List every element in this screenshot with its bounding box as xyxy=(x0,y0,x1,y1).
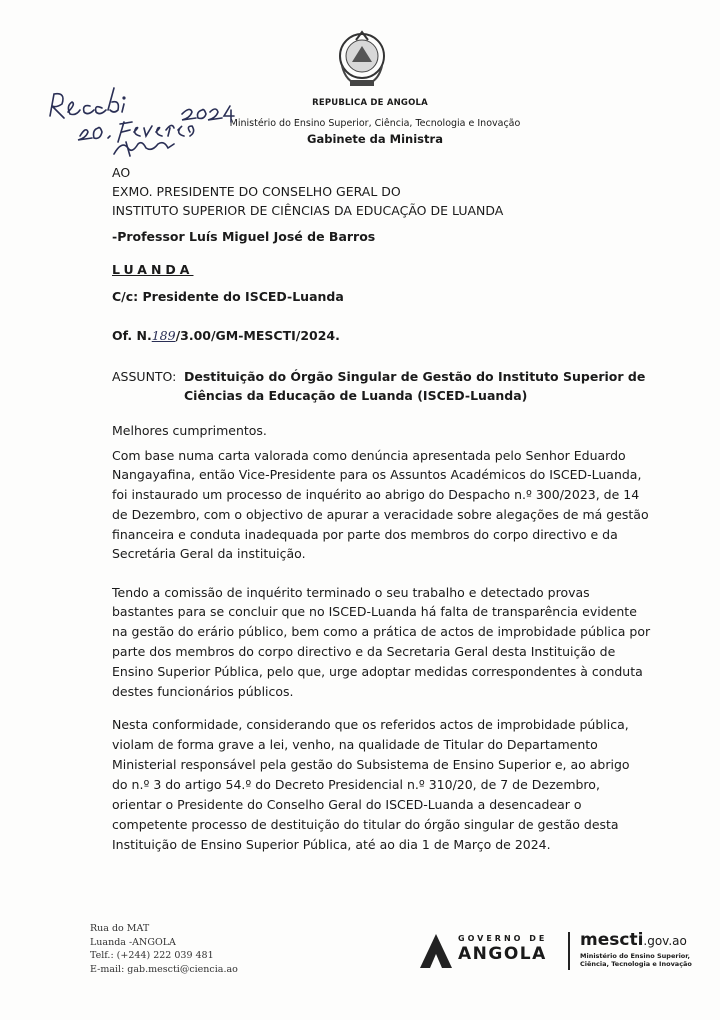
angola-triangle-icon xyxy=(418,930,454,970)
recipient-to: AO xyxy=(112,165,131,180)
mescti-domain: .gov.ao xyxy=(643,934,687,948)
recipient-line-1: EXMO. PRESIDENTE DO CONSELHO GERAL DO xyxy=(112,184,401,199)
reference-prefix: Of. N. xyxy=(112,328,152,343)
paragraph-line: na gestão do erário público, bem como a prática de actos de improbidade pública por xyxy=(112,624,651,639)
mescti-subtitle xyxy=(580,952,692,968)
cabinet-name: Gabinete da Ministra xyxy=(307,132,443,146)
paragraph-line: Nangayafina, então Vice-Presidente para os Assuntos Académicos do ISCED-Luanda, xyxy=(112,467,642,482)
address-city: Luanda -ANGOLA xyxy=(90,936,176,948)
paragraph-line: de Dezembro, com o objectivo de apurar a veracidade sobre alegações de má gestão xyxy=(112,507,649,522)
ministry-name: Ministério do Ensino Superior, Ciência, Tecnologia e Inovação xyxy=(229,118,521,129)
paragraph-line: Instituição de Ensino Superior Pública, até ao dia 1 de Março de 2024. xyxy=(112,837,551,852)
recipient-city: LUANDA xyxy=(112,262,194,277)
mescti-logo xyxy=(580,930,687,950)
paragraph-line: Ministerial responsável pela gestão do Subsistema de Ensino Superior e, ao abrigo xyxy=(112,757,630,772)
paragraph-line: Com base numa carta valorada como denúncia apresentada pelo Senhor Eduardo xyxy=(112,448,626,463)
gov-top-text: GOVERNO DE xyxy=(458,934,548,943)
paragraph-line: competente processo de destituição do titular do órgão singular de gestão desta xyxy=(112,817,619,832)
republic-title: REPUBLICA DE ANGOLA xyxy=(312,98,428,108)
paragraph-line: Tendo a comissão de inquérito terminado o seu trabalho e detectado provas xyxy=(112,585,590,600)
footer-address xyxy=(90,922,238,976)
paragraph-line: parte dos membros do corpo directivo e da Secretaria Geral desta Instituição de xyxy=(112,644,616,659)
paragraph-line: violam de forma grave a lei, venho, na qualidade de Titular do Departamento xyxy=(112,737,598,752)
subject-line-1: Destituição do Órgão Singular de Gestão do Instituto Superior de xyxy=(184,369,646,384)
subject-label: ASSUNTO: xyxy=(112,369,177,384)
paragraph-line: Ensino Superior Pública, pelo que, urge adoptar medidas correspondentes à conduta xyxy=(112,664,643,679)
paragraph-line: orientar o Presidente do Conselho Geral do ISCED-Luanda a desencadear o xyxy=(112,797,582,812)
handwritten-receipt-note xyxy=(42,78,242,158)
logo-divider xyxy=(568,932,570,970)
recipient-name: -Professor Luís Miguel José de Barros xyxy=(112,229,376,244)
paragraph-line: do n.º 3 do artigo 54.º do Decreto Presidencial n.º 310/20, de 7 de Dezembro, xyxy=(112,777,600,792)
paragraph-line: financeira e conduta inadequada por parte dos membros do corpo directivo e da xyxy=(112,527,618,542)
address-street: Rua do MAT xyxy=(90,923,150,934)
mescti-word: mescti xyxy=(580,930,644,950)
reference-suffix: /3.00/GM-MESCTI/2024. xyxy=(175,328,340,343)
angola-coat-of-arms-icon xyxy=(336,26,388,94)
paragraph-line: foi instaurado um processo de inquérito ao abrigo do Despacho n.º 300/2023, de 14 xyxy=(112,487,640,502)
paragraph-line: Secretária Geral da instituição. xyxy=(112,546,306,561)
reference-handwritten-number: 189 xyxy=(151,328,176,343)
address-phone: Telf.: (+244) 222 039 481 xyxy=(90,950,214,961)
carbon-copy: C/c: Presidente do ISCED-Luanda xyxy=(112,289,344,304)
paragraph-line: Nesta conformidade, considerando que os referidos actos de improbidade pública, xyxy=(112,717,629,732)
governo-angola-logo xyxy=(418,928,563,970)
paragraph-line: bastantes para se concluir que no ISCED-Luanda há falta de transparência evidente xyxy=(112,604,637,619)
mescti-sub-line-1: Ministério do Ensino Superior, xyxy=(580,952,690,960)
subject-line-2: Ciências da Educação de Luanda (ISCED-Luanda) xyxy=(184,388,528,403)
reference-number xyxy=(112,327,340,345)
mescti-sub-line-2: Ciência, Tecnologia e Inovação xyxy=(580,960,692,968)
gov-main-text: ANGOLA xyxy=(458,944,547,964)
greeting: Melhores cumprimentos. xyxy=(112,423,267,438)
recipient-line-2: INSTITUTO SUPERIOR DE CIÊNCIAS DA EDUCAÇÃO DE LUANDA xyxy=(112,203,504,218)
paragraph-line: destes funcionários públicos. xyxy=(112,684,294,699)
address-email: E-mail: gab.mescti@ciencia.ao xyxy=(90,963,238,975)
